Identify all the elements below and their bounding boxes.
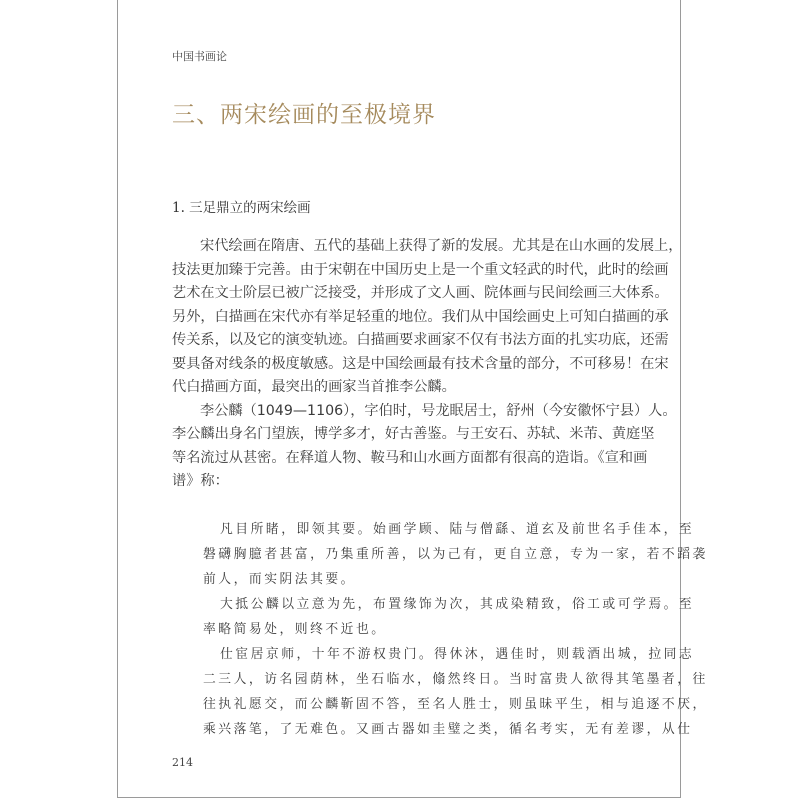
quote-line: 率略简易处，则终不近也。 bbox=[203, 622, 387, 637]
body-line: 李公麟（1049—1106），字伯时，号龙眠居士，舒州（今安徽怀宁县）人。 bbox=[200, 403, 677, 419]
body-line: 宋代绘画在隋唐、五代的基础上获得了新的发展。尤其是在山水画的发展上， bbox=[200, 238, 683, 254]
quote-line: 仕宦居京师，十年不游权贵门。得休沐，遇佳时，则载酒出城，拉同志 bbox=[220, 647, 695, 662]
body-line: 李公麟出身名门望族，博学多才，好古善鉴。与王安石、苏轼、米芾、黄庭坚 bbox=[172, 426, 655, 442]
quote-line: 前人，而实阴法其要。 bbox=[203, 572, 356, 587]
quote-line: 乘兴落笔，了无难色。又画古器如圭璧之类，循名考实，无有差谬，从仕 bbox=[203, 722, 693, 737]
page-number: 214 bbox=[172, 756, 193, 769]
running-head: 中国书画论 bbox=[172, 50, 227, 63]
quote-line: 往执礼愿交，而公麟靳固不答，至名人胜士，则虽昧平生，相与追逐不厌， bbox=[203, 697, 708, 712]
body-line: 谱》称： bbox=[172, 473, 229, 489]
quote-line: 二三人，访名园荫林，坐石临水，翛然终日。当时富贵人欲得其笔墨者，往 bbox=[203, 672, 708, 687]
chapter-title: 三、两宋绘画的至极境界 bbox=[172, 102, 436, 128]
body-line: 传关系，以及它的演变轨迹。白描画要求画家不仅有书法方面的扎实功底，还需 bbox=[172, 332, 669, 348]
body-line: 另外，白描画在宋代亦有举足轻重的地位。我们从中国绘画史上可知白描画的承 bbox=[172, 309, 669, 325]
quote-line: 磐礴胸臆者甚富，乃集重所善，以为己有，更自立意，专为一家，若不蹈袭 bbox=[203, 547, 708, 562]
quote-line: 大抵公麟以立意为先，布置缘饰为次，其成染精致，俗工或可学焉。至 bbox=[220, 597, 695, 612]
quote-line: 凡目所睹，即领其要。始画学顾、陆与僧繇、道玄及前世名手佳本，至 bbox=[220, 522, 695, 537]
body-line: 艺术在文士阶层已被广泛接受，并形成了文人画、院体画与民间绘画三大体系。 bbox=[172, 285, 669, 301]
body-line: 技法更加臻于完善。由于宋朝在中国历史上是一个重文轻武的时代，此时的绘画 bbox=[172, 262, 669, 278]
body-line: 代白描画方面，最突出的画家当首推李公麟。 bbox=[172, 379, 456, 395]
section-heading: 1. 三足鼎立的两宋绘画 bbox=[172, 200, 311, 216]
body-line: 要具备对线条的极度敏感。这是中国绘画最有技术含量的部分，不可移易！在宋 bbox=[172, 356, 669, 372]
body-line: 等名流过从甚密。在释道人物、鞍马和山水画方面都有很高的造诣。《宣和画 bbox=[172, 450, 648, 466]
